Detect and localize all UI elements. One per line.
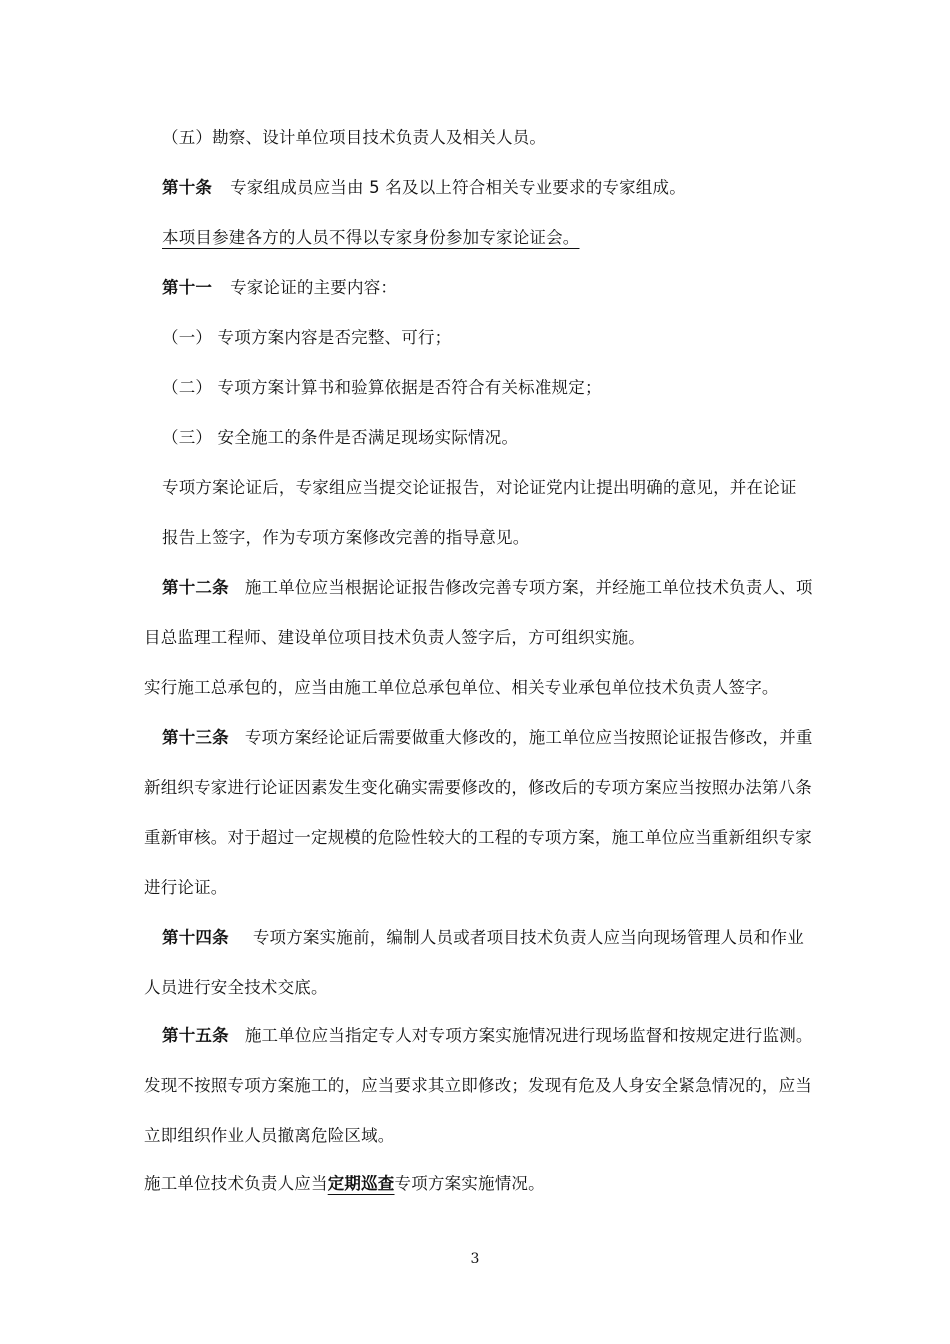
item-2: （二） 专项方案计算书和验算依据是否符合有关标准规定； xyxy=(162,378,602,397)
article-heading: 第十二条 xyxy=(162,578,229,597)
article-13 xyxy=(162,727,813,749)
article-text: 专家论证的主要内容： xyxy=(230,278,398,297)
paragraph-line: 重新审核。对于超过一定规模的危险性较大的工程的专项方案，施工单位应当重新组织专家 xyxy=(144,828,812,847)
item-3: （三） 安全施工的条件是否满足现场实际情况。 xyxy=(162,428,519,447)
emphasis-regular-inspection: 定期巡查 xyxy=(327,1174,395,1193)
inspection-text-start: 施工单位技术负责人应当 xyxy=(144,1174,328,1193)
paragraph-line: 目总监理工程师、建设单位项目技术负责人签字后，方可组织实施。 xyxy=(144,628,645,647)
article-15 xyxy=(162,1025,813,1047)
inspection-text-end: 专项方案实施情况。 xyxy=(394,1174,545,1193)
article-14 xyxy=(162,927,804,949)
article-heading: 第十四条 xyxy=(162,928,229,947)
paragraph-line: 发现不按照专项方案施工的，应当要求其立即修改；发现有危及人身安全紧急情况的，应当 xyxy=(144,1076,812,1095)
paragraph-line: 报告上签字，作为专项方案修改完善的指导意见。 xyxy=(162,528,530,547)
article-heading: 第十一 xyxy=(162,278,213,297)
underlined-note: 本项目参建各方的人员不得以专家身份参加专家论证会。 xyxy=(162,228,580,247)
inspection-line xyxy=(144,1173,545,1195)
article-12 xyxy=(162,577,813,599)
article-text: 专项方案实施前，编制人员或者项目技术负责人应当向现场管理人员和作业 xyxy=(252,928,804,947)
page-number: 3 xyxy=(470,1251,480,1267)
paragraph-line: 实行施工总承包的，应当由施工单位总承包单位、相关专业承包单位技术负责人签字。 xyxy=(144,678,779,697)
article-text: 专家组成员应当由 5 名及以上符合相关专业要求的专家组成。 xyxy=(230,178,686,197)
article-text: 施工单位应当指定专人对专项方案实施情况进行现场监督和按规定进行监测。 xyxy=(244,1026,813,1045)
article-text: 专项方案经论证后需要做重大修改的，施工单位应当按照论证报告修改，并重 xyxy=(244,728,813,747)
item-1: （一） 专项方案内容是否完整、可行； xyxy=(162,328,452,347)
article-10 xyxy=(162,177,686,199)
paragraph-line: 立即组织作业人员撤离危险区域。 xyxy=(144,1126,395,1145)
paragraph-line: 新组织专家进行论证因素发生变化确实需要修改的，修改后的专项方案应当按照办法第八条 xyxy=(144,778,812,797)
paragraph-line: 专项方案论证后，专家组应当提交论证报告，对论证党内让提出明确的意见，并在论证 xyxy=(162,478,797,497)
clause-5: （五）勘察、设计单位项目技术负责人及相关人员。 xyxy=(162,128,547,147)
article-heading: 第十五条 xyxy=(162,1026,229,1045)
paragraph-line: 人员进行安全技术交底。 xyxy=(144,978,328,997)
article-heading: 第十条 xyxy=(162,178,213,197)
article-text: 施工单位应当根据论证报告修改完善专项方案，并经施工单位技术负责人、项 xyxy=(244,578,813,597)
article-heading: 第十三条 xyxy=(162,728,229,747)
article-11 xyxy=(162,277,397,299)
paragraph-line: 进行论证。 xyxy=(144,878,228,897)
